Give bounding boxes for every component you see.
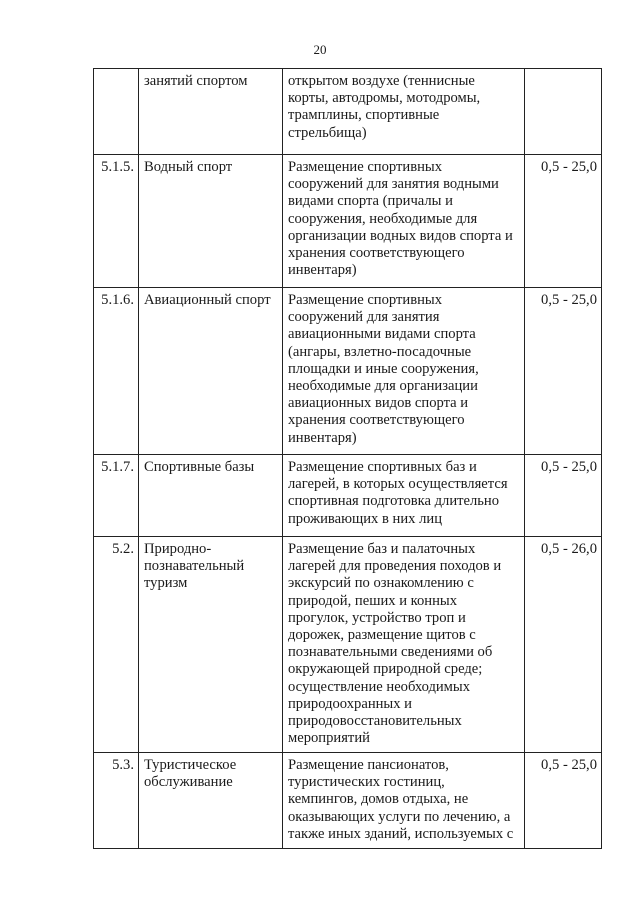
land-use-table [93, 68, 602, 849]
row-name: Спортивные базы [139, 455, 283, 537]
row-value: 0,5 - 25,0 [525, 288, 602, 455]
table-row [94, 288, 602, 455]
page-number: 20 [313, 42, 327, 57]
table-row [94, 753, 602, 849]
row-value: 0,5 - 25,0 [525, 753, 602, 849]
row-code: 5.3. [94, 753, 139, 849]
row-code: 5.1.7. [94, 455, 139, 537]
table-row [94, 69, 602, 155]
table-row [94, 155, 602, 288]
row-value: 0,5 - 25,0 [525, 455, 602, 537]
table-row [94, 537, 602, 753]
row-name: занятий спортом [139, 69, 283, 155]
row-name: Водный спорт [139, 155, 283, 288]
row-value [525, 69, 602, 155]
row-value: 0,5 - 25,0 [525, 155, 602, 288]
table-row [94, 455, 602, 537]
row-code: 5.1.6. [94, 288, 139, 455]
row-name: Авиационный спорт [139, 288, 283, 455]
row-description: Размещение пансионатов, туристических гостиниц, кемпингов, домов отдыха, не оказывающих услуги по лечению, а также иных зданий, используемых с [283, 753, 525, 849]
row-code: 5.1.5. [94, 155, 139, 288]
row-code [94, 69, 139, 155]
row-description: Размещение спортивных сооружений для занятия авиационными видами спорта (ангары, взлетно-посадочные площадки и иные сооружения, необходимые для организации авиационных видов спорта и хранения соответствующего инвентаря) [283, 288, 525, 455]
row-description: Размещение спортивных баз и лагерей, в которых осуществляется спортивная подготовка длительно проживающих в них лиц [283, 455, 525, 537]
row-code: 5.2. [94, 537, 139, 753]
row-description: Размещение баз и палаточных лагерей для проведения походов и экскурсий по ознакомлению с природой, пеших и конных прогулок, устройство троп и дорожек, размещение щитов с познавательными сведениями об окружающей природной среде; осуществление необходимых природоохранных и природовосстановительных мероприятий [283, 537, 525, 753]
row-description: Размещение спортивных сооружений для занятия водными видами спорта (причалы и сооружения, необходимые для организации водных видов спорта и хранения соответствующего инвентаря) [283, 155, 525, 288]
row-name: Туристическое обслуживание [139, 753, 283, 849]
row-value: 0,5 - 26,0 [525, 537, 602, 753]
row-name: Природно- познавательный туризм [139, 537, 283, 753]
row-description: открытом воздухе (теннисные корты, автодромы, мотодромы, трамплины, спортивные стрельбища) [283, 69, 525, 155]
